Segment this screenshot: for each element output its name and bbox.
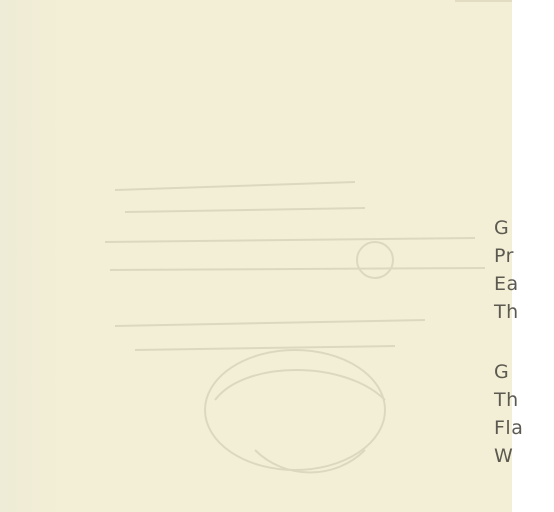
bleed-through-illustration — [95, 150, 512, 512]
text-line: Fla — [494, 417, 524, 439]
text-column-fragment-2 — [494, 358, 554, 470]
page-gutter-shadow — [0, 0, 60, 512]
text-line: G — [494, 217, 510, 239]
text-line: G — [494, 361, 510, 383]
text-column-fragment-1 — [494, 214, 554, 326]
text-line: Th — [494, 389, 519, 411]
text-line: W — [494, 445, 514, 467]
text-line: Th — [494, 301, 519, 323]
text-line: Ea — [494, 273, 519, 295]
page-top-edge — [455, 0, 512, 2]
text-line: Pr — [494, 245, 514, 267]
